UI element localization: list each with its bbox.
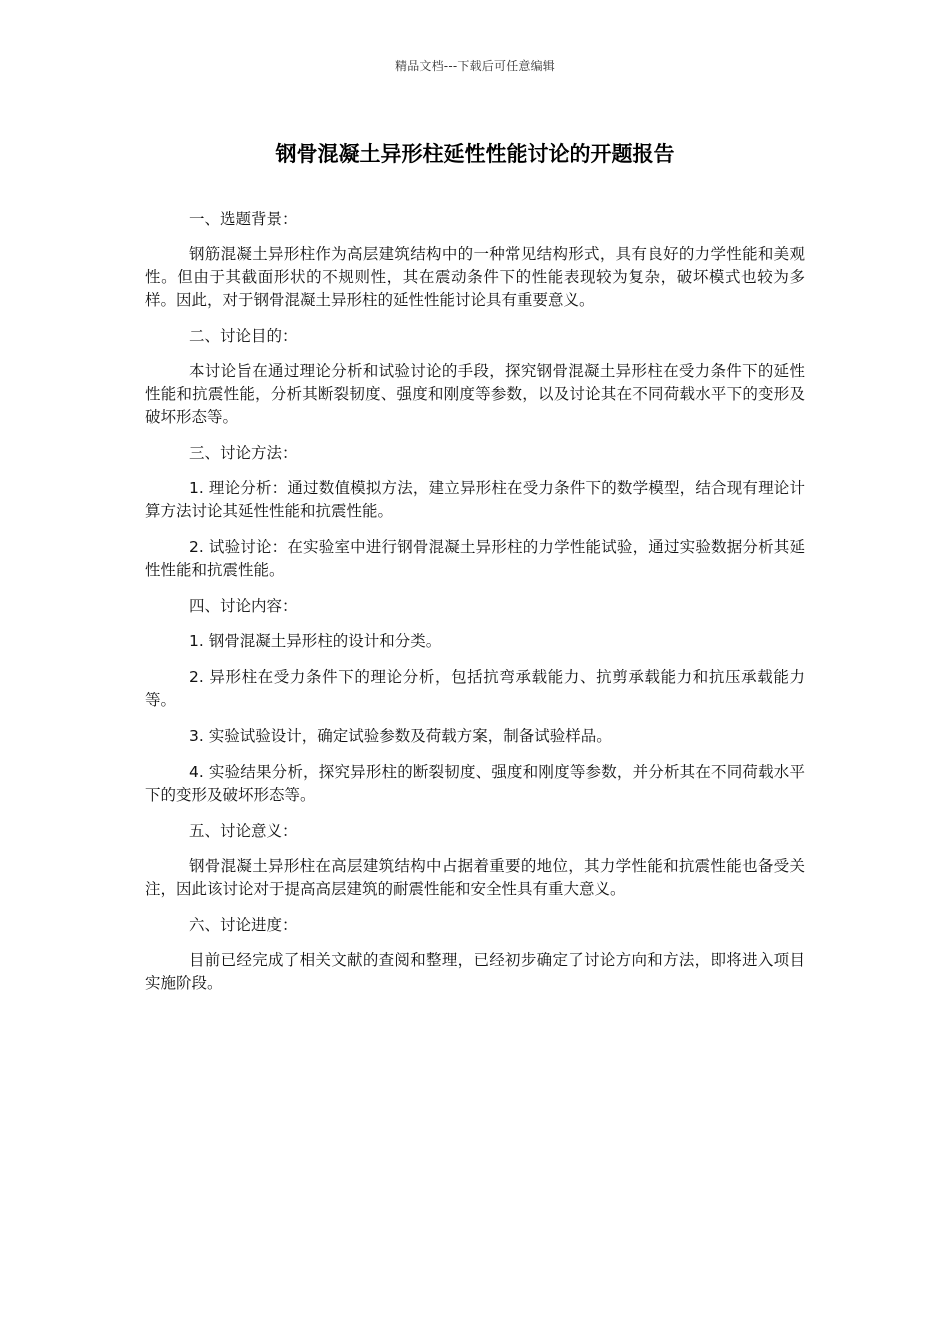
document-body: [145, 208, 805, 1008]
content-item-2: 2. 异形柱在受力条件下的理论分析，包括抗弯承载能力、抗剪承载能力和抗压承载能力等。: [145, 668, 805, 709]
section-heading-significance: 五、讨论意义：: [189, 822, 298, 840]
section-body-background: 钢筋混凝土异形柱作为高层建筑结构中的一种常见结构形式，具有良好的力学性能和美观性。但由于其截面形状的不规则性，其在震动条件下的性能表现较为复杂，破坏模式也较为多样。因此，对于钢骨混凝土异形柱的延性性能讨论具有重要意义。: [145, 245, 805, 309]
section-heading-purpose: 二、讨论目的：: [189, 327, 298, 345]
method-item-2: 2. 试验讨论：在实验室中进行钢骨混凝土异形柱的力学性能试验，通过实验数据分析其延性性能和抗震性能。: [145, 538, 805, 579]
content-item-3: 3. 实验试验设计，确定试验参数及荷载方案，制备试验样品。: [189, 727, 612, 745]
document-title: 钢骨混凝土异形柱延性性能讨论的开题报告: [275, 142, 675, 166]
section-heading-progress: 六、讨论进度：: [189, 916, 298, 934]
section-heading-background: 一、选题背景：: [189, 210, 298, 228]
content-item-4: 4. 实验结果分析，探究异形柱的断裂韧度、强度和刚度等参数，并分析其在不同荷载水平下的变形及破坏形态等。: [145, 763, 805, 804]
method-item-1: 1. 理论分析：通过数值模拟方法，建立异形柱在受力条件下的数学模型，结合现有理论计算方法讨论其延性性能和抗震性能。: [145, 479, 805, 520]
page-header: 精品文档---下载后可任意编辑: [395, 59, 555, 73]
content-item-1: 1. 钢骨混凝土异形柱的设计和分类。: [189, 632, 442, 650]
section-heading-contents: 四、讨论内容：: [189, 597, 298, 615]
section-body-purpose: 本讨论旨在通过理论分析和试验讨论的手段，探究钢骨混凝土异形柱在受力条件下的延性性能和抗震性能，分析其断裂韧度、强度和刚度等参数，以及讨论其在不同荷载水平下的变形及破坏形态等。: [145, 362, 805, 426]
section-heading-methods: 三、讨论方法：: [189, 444, 298, 462]
section-body-progress: 目前已经完成了相关文献的查阅和整理，已经初步确定了讨论方向和方法，即将进入项目实施阶段。: [145, 951, 805, 992]
section-body-significance: 钢骨混凝土异形柱在高层建筑结构中占据着重要的地位，其力学性能和抗震性能也备受关注，因此该讨论对于提高高层建筑的耐震性能和安全性具有重大意义。: [145, 857, 805, 898]
